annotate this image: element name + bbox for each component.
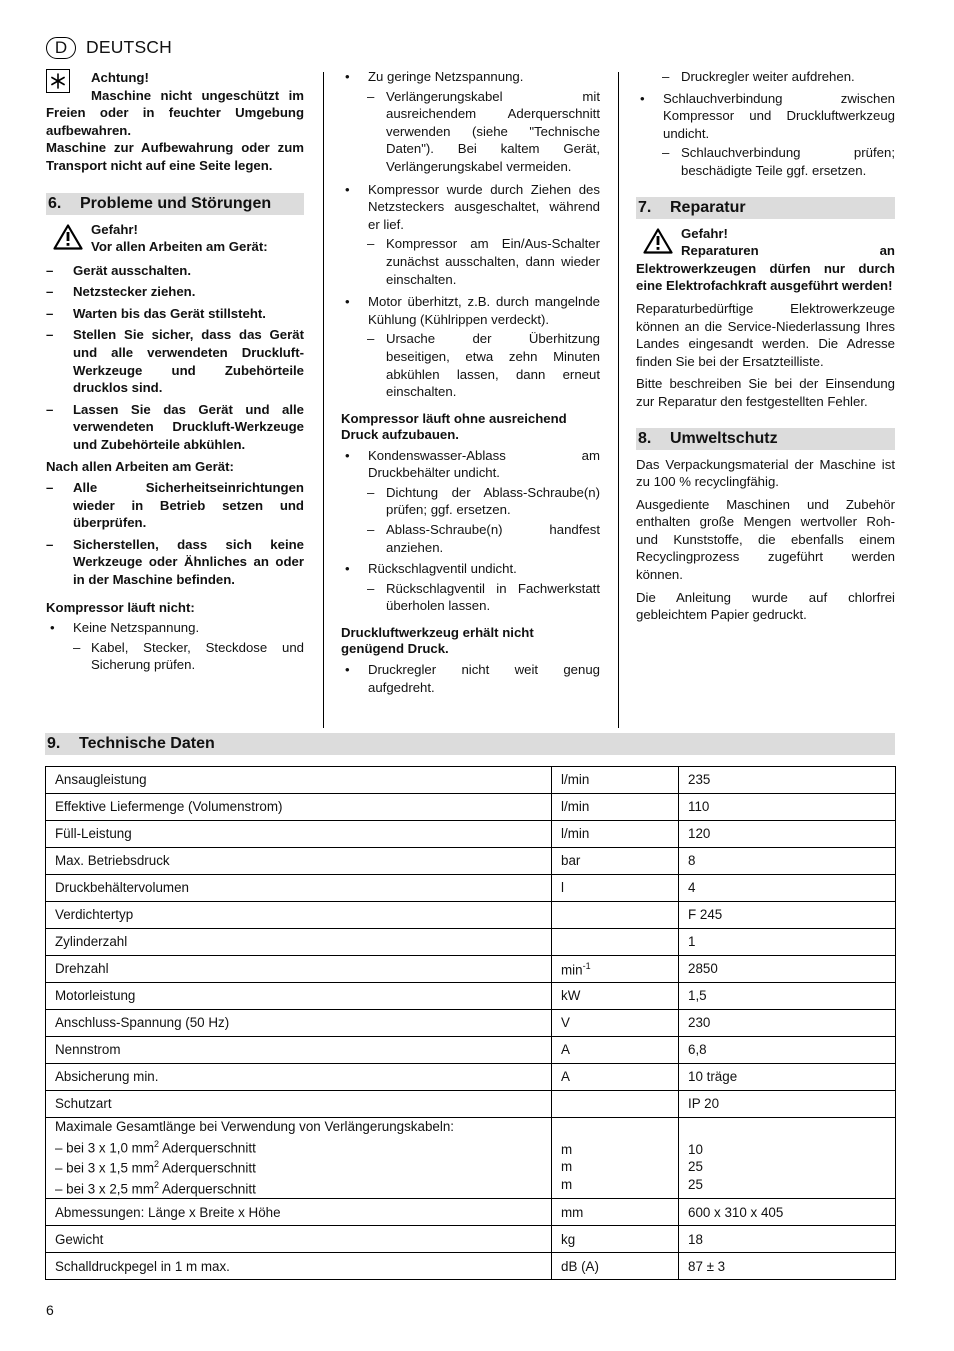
table-row: [46, 848, 896, 875]
table-row: [46, 1199, 896, 1226]
unit-cell: [552, 767, 679, 794]
value-cell: 2850: [679, 956, 896, 983]
section-title: Umweltschutz: [670, 429, 778, 447]
list-item: – Lassen Sie das Gerät und alle verwendeten Druckluft-Werkzeuge und Zubehörteile abkühlen.: [46, 401, 304, 454]
unit-text: l/min: [561, 772, 590, 788]
param-name-cell: Schutzart: [46, 1091, 552, 1118]
superscript: 2: [154, 1180, 160, 1191]
param-name-cell: [46, 1118, 552, 1199]
value-text: 10: [688, 1141, 703, 1157]
unit-text: l/min: [561, 799, 590, 815]
unit-cell: [552, 902, 679, 929]
unit-cell: [552, 821, 679, 848]
page-header: [46, 37, 172, 59]
unit-text: bar: [561, 853, 581, 869]
sub-item: – Rückschlagventil in Fachwerkstatt überholen lassen.: [341, 580, 600, 615]
sub-item: – Kabel, Stecker, Steckdose und Sicherung prüfen.: [46, 639, 304, 674]
unit-cell: [552, 1037, 679, 1064]
list-item: – Gerät ausschalten.: [46, 262, 304, 280]
table-row: [46, 983, 896, 1010]
cable-line-text: – bei 3 x 1,5 mm: [55, 1160, 154, 1176]
param-name-cell: Abmessungen: Länge x Breite x Höhe: [46, 1199, 552, 1226]
param-name-cell: Max. Betriebsdruck: [46, 848, 552, 875]
table-row: [46, 1064, 896, 1091]
language-code-badge: D: [46, 37, 76, 59]
value-cell: 600 x 310 x 405: [679, 1199, 896, 1226]
param-name-cell: Anschluss-Spannung (50 Hz): [46, 1010, 552, 1037]
unit-text: m: [561, 1176, 573, 1192]
value-cell: 8: [679, 848, 896, 875]
cable-length-title: Maximale Gesamtlänge bei Verwendung von Verlängerungskabeln:: [55, 1119, 454, 1134]
list-item: – Stellen Sie sicher, dass das Gerät und alle verwendeten Druckluft-Werkzeuge und Zubehörteile drucklos sind.: [46, 326, 304, 396]
table-row: [46, 794, 896, 821]
warning-triangle-icon: [643, 228, 673, 254]
bullet-item: • Druckregler nicht weit genug aufgedreht.: [341, 661, 600, 696]
value-cell: 235: [679, 767, 896, 794]
bullet-item: • Kondenswasser-Ablass am Druckbehälter undicht.: [341, 447, 600, 482]
unit-cell: [552, 875, 679, 902]
danger-subtitle: Vor allen Arbeiten am Gerät:: [91, 239, 268, 255]
sub-item: – Kompressor am Ein/Aus-Schalter zunächst ausschalten, dann wieder einschalten.: [341, 235, 600, 288]
section-heading-7: [636, 197, 895, 219]
unit-cell: [552, 1118, 679, 1199]
cable-line-text: Aderquerschnitt: [159, 1160, 256, 1176]
column-3: [636, 68, 895, 624]
value-cell: 120: [679, 821, 896, 848]
table-row: [46, 956, 896, 983]
unit-text: m: [561, 1159, 573, 1175]
value-cell: 1: [679, 929, 896, 956]
column-2: [341, 68, 600, 696]
unit-cell: [552, 848, 679, 875]
bullet-item: • Keine Netzspannung.: [46, 619, 304, 637]
section-number: 6.: [48, 194, 62, 212]
unit-cell: [552, 1226, 679, 1253]
superscript: 2: [154, 1159, 160, 1170]
column-divider: [618, 72, 619, 728]
param-name-cell: Schalldruckpegel in 1 m max.: [46, 1253, 552, 1280]
value-cell: 1,5: [679, 983, 896, 1010]
param-name-cell: Nennstrom: [46, 1037, 552, 1064]
bullet-item: • Kompressor wurde durch Ziehen des Netzsteckers ausgeschaltet, während er lief.: [341, 181, 600, 234]
value-cell: F 245: [679, 902, 896, 929]
sub-item: – Schlauchverbindung prüfen; beschädigte Teile ggf. ersetzen.: [636, 144, 895, 179]
section-title: Reparatur: [670, 198, 746, 216]
value-text: 25: [688, 1159, 703, 1175]
unit-text: A: [561, 1042, 570, 1058]
table-row: [46, 1226, 896, 1253]
superscript: 2: [154, 1138, 160, 1149]
unit-cell: [552, 956, 679, 983]
paragraph: Bitte beschreiben Sie bei der Einsendung zur Reparatur den festgestellten Fehler.: [636, 376, 895, 409]
value-text: 25: [688, 1176, 703, 1192]
unit-cell: [552, 1091, 679, 1118]
unit-text: kg: [561, 1231, 576, 1247]
tool-pressure-heading: Druckluftwerkzeug erhält nicht genügend Druck.: [341, 625, 534, 657]
unit-text: A: [561, 1069, 570, 1085]
unit-text: l: [561, 880, 564, 896]
section-heading-8: [636, 428, 895, 450]
unit-text: l/min: [561, 826, 590, 842]
table-row: [46, 1037, 896, 1064]
value-cell: 10 träge: [679, 1064, 896, 1091]
param-name-cell: Absicherung min.: [46, 1064, 552, 1091]
section-title: Technische Daten: [79, 735, 215, 752]
value-cell: 230: [679, 1010, 896, 1037]
language-name: DEUTSCH: [86, 37, 172, 58]
bullet-item: • Schlauchverbindung zwischen Kompressor und Druckluftwerkzeug undicht.: [636, 90, 895, 143]
sub-item: – Druckregler weiter aufdrehen.: [636, 68, 895, 86]
attention-title: Achtung!: [91, 70, 149, 85]
list-item: – Alle Sicherheitseinrichtungen wieder in Betrieb setzen und überprüfen.: [46, 479, 304, 532]
unit-text: m: [561, 1141, 573, 1157]
list-item: – Sicherstellen, dass sich keine Werkzeuge oder Ähnliches an oder in der Maschine befinden.: [46, 536, 304, 589]
unit-cell: [552, 1010, 679, 1037]
param-name-cell: Drehzahl: [46, 956, 552, 983]
section-title: Probleme und Störungen: [80, 194, 272, 212]
paragraph: Die Anleitung wurde auf chlorfrei gebleichtem Papier gedruckt.: [636, 589, 895, 623]
unit-cell: [552, 983, 679, 1010]
section-number: 9.: [47, 735, 61, 752]
after-work-list: [46, 479, 304, 589]
spacer: [688, 1123, 886, 1141]
table-row: [46, 1010, 896, 1037]
snowflake-warning-icon: [46, 69, 70, 93]
attention-text: Maschine nicht ungeschützt im Freien oder in feuchter Umgebung aufbewahren.: [46, 87, 304, 138]
table-row: [46, 929, 896, 956]
param-name-cell: Zylinderzahl: [46, 929, 552, 956]
unit-cell: [552, 1199, 679, 1226]
insufficient-pressure-heading: Kompressor läuft ohne ausreichend Druck aufzubauen.: [341, 410, 567, 442]
paragraph: Reparaturbedürftige Elektrowerkzeuge können an die Service-Niederlassung Ihres Landes eingesandt werden. Die Adresse finden Sie bei der Ersatzteilliste.: [636, 300, 895, 369]
sub-item: – Ablass-Schraube(n) handfest anziehen.: [341, 521, 600, 556]
unit-cell: [552, 794, 679, 821]
section-heading-9: [45, 733, 895, 755]
spacer: [561, 1123, 669, 1141]
danger-title: Gefahr!: [681, 225, 728, 241]
paragraph: Ausgediente Maschinen und Zubehör enthalten große Mengen wertvoller Roh- und Kunststoffe, die ebenfalls einem Recyclingprozess zugeführt werden können.: [636, 496, 895, 583]
table-row: [46, 1118, 896, 1199]
section-number: 7.: [638, 198, 652, 216]
param-name-cell: Gewicht: [46, 1226, 552, 1253]
unit-cell: [552, 1253, 679, 1280]
value-cell: 87 ± 3: [679, 1253, 896, 1280]
paragraph: Das Verpackungsmaterial der Maschine ist zu 100 % recyclingfähig.: [636, 456, 895, 490]
value-cell: IP 20: [679, 1091, 896, 1118]
compressor-not-running-heading: Kompressor läuft nicht:: [46, 599, 195, 615]
bullet-item: • Zu geringe Netzspannung.: [341, 68, 600, 86]
table-row: [46, 902, 896, 929]
warning-triangle-icon: [53, 224, 83, 250]
cable-line: [55, 1156, 542, 1177]
param-name-cell: Füll-Leistung: [46, 821, 552, 848]
after-work-heading: Nach allen Arbeiten am Gerät:: [46, 458, 234, 474]
danger-block: [46, 221, 304, 257]
param-name-cell: Verdichtertyp: [46, 902, 552, 929]
section-number: 8.: [638, 429, 652, 447]
column-divider: [323, 72, 324, 728]
danger-block: [636, 225, 895, 295]
list-item: – Netzstecker ziehen.: [46, 283, 304, 301]
sub-item: – Dichtung der Ablass-Schraube(n) prüfen; ggf. ersetzen.: [341, 484, 600, 519]
bullet-item: • Rückschlagventil undicht.: [341, 560, 600, 578]
attention-block: [46, 69, 304, 175]
cable-line-text: – bei 3 x 1,0 mm: [55, 1139, 154, 1155]
param-name-cell: Ansaugleistung: [46, 767, 552, 794]
list-item: – Warten bis das Gerät stillsteht.: [46, 305, 304, 323]
unit-cell: [552, 929, 679, 956]
param-name-cell: Effektive Liefermenge (Volumenstrom): [46, 794, 552, 821]
cable-line: [55, 1177, 542, 1198]
unit-cell: [552, 1064, 679, 1091]
section-heading-6: [46, 193, 304, 215]
value-cell: 18: [679, 1226, 896, 1253]
unit-text: V: [561, 1015, 570, 1031]
technical-data-table: [45, 766, 896, 1280]
unit-superscript: -1: [582, 961, 591, 972]
param-name-cell: Motorleistung: [46, 983, 552, 1010]
table-row: [46, 1253, 896, 1280]
danger-title: Gefahr!: [91, 221, 138, 237]
value-cell: [679, 1118, 896, 1199]
cable-line-text: Aderquerschnitt: [159, 1181, 256, 1197]
column-1: [46, 68, 304, 674]
value-cell: 4: [679, 875, 896, 902]
before-work-list: [46, 262, 304, 454]
unit-text: min: [561, 962, 583, 978]
table-row: [46, 875, 896, 902]
unit-text: dB (A): [561, 1258, 599, 1274]
cable-line-text: – bei 3 x 2,5 mm: [55, 1181, 154, 1197]
sub-item: – Ursache der Überhitzung beseitigen, etwa zehn Minuten abkühlen lassen, dann erneut einschalten.: [341, 330, 600, 400]
value-cell: 6,8: [679, 1037, 896, 1064]
table-row: [46, 767, 896, 794]
sub-item: – Verlängerungskabel mit ausreichendem Aderquerschnitt verwenden (siehe "Technische Daten"). Bei kaltem Gerät, Verlängerungskabel vermeiden.: [341, 88, 600, 176]
cable-line-text: Aderquerschnitt: [159, 1139, 256, 1155]
cable-line: [55, 1136, 542, 1157]
attention-text: Maschine zur Aufbewahrung oder zum Transport nicht auf eine Seite legen.: [46, 140, 304, 173]
bullet-item: • Motor überhitzt, z.B. durch mangelnde Kühlung (Kühlrippen verdeckt).: [341, 293, 600, 328]
value-cell: 110: [679, 794, 896, 821]
page-number: 6: [46, 1302, 54, 1318]
unit-text: kW: [561, 988, 581, 1004]
param-name-cell: Druckbehältervolumen: [46, 875, 552, 902]
unit-text: mm: [561, 1204, 584, 1220]
danger-text: Reparaturen an Elektrowerkzeugen dürfen nur durch eine Elektrofachkraft ausgeführt werden!: [636, 243, 895, 294]
table-row: [46, 821, 896, 848]
table-row: [46, 1091, 896, 1118]
